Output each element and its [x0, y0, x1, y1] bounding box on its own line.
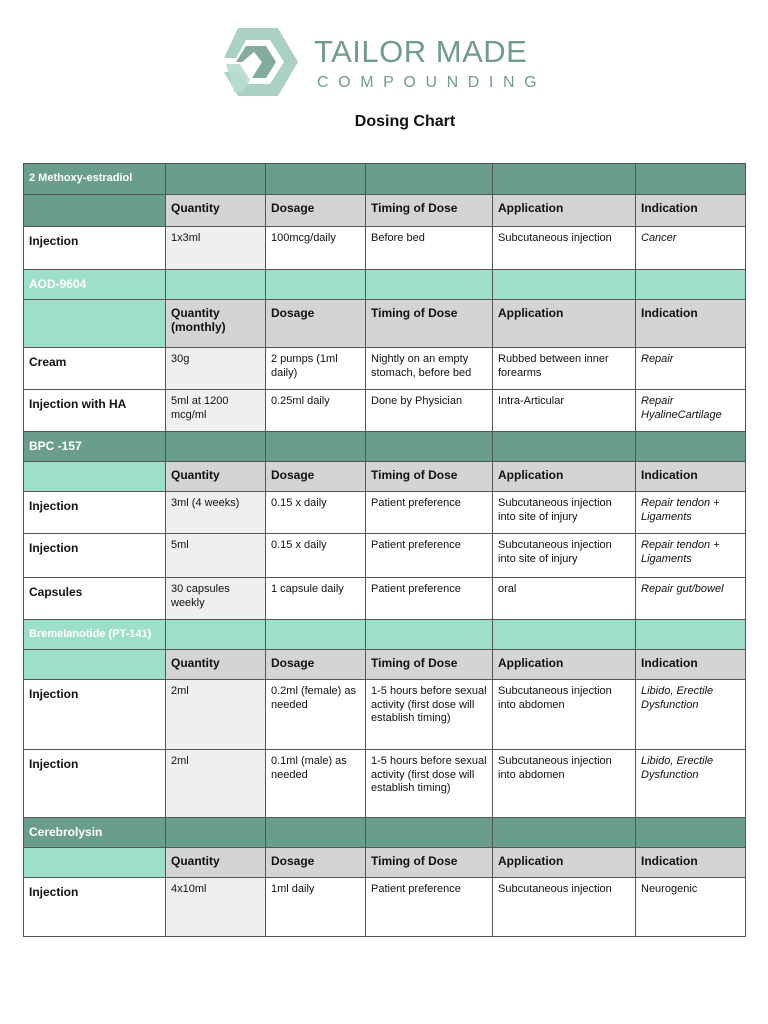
row-indication: Repair — [636, 348, 746, 390]
row-quantity: 2ml — [166, 750, 266, 818]
section-row — [24, 620, 746, 650]
row-timing: Nightly on an empty stomach, before bed — [366, 348, 493, 390]
row-quantity: 30 capsules weekly — [166, 578, 266, 620]
header-row — [24, 848, 746, 878]
table-row — [24, 227, 746, 270]
header-timing: Timing of Dose — [366, 462, 493, 492]
row-form: Injection — [24, 680, 166, 750]
row-application: Subcutaneous injection into site of injury — [493, 492, 636, 534]
row-dosage: 100mcg/daily — [266, 227, 366, 270]
section-row — [24, 164, 746, 195]
header-dosage: Dosage — [266, 848, 366, 878]
header-application: Application — [493, 848, 636, 878]
section-title: 2 Methoxy-estradiol — [24, 164, 166, 195]
row-application: Subcutaneous injection — [493, 878, 636, 937]
row-timing: Patient preference — [366, 878, 493, 937]
row-indication: Libido, Erectile Dysfunction — [636, 680, 746, 750]
header-timing: Timing of Dose — [366, 650, 493, 680]
header-quantity: Quantity — [166, 462, 266, 492]
header-timing: Timing of Dose — [366, 848, 493, 878]
row-indication: Repair tendon + Ligaments — [636, 534, 746, 578]
header-timing: Timing of Dose — [366, 195, 493, 227]
header-dosage: Dosage — [266, 462, 366, 492]
section-title: BPC -157 — [24, 432, 166, 462]
row-quantity: 1x3ml — [166, 227, 266, 270]
header-indication: Indication — [636, 848, 746, 878]
header-row — [24, 300, 746, 348]
header-quantity: Quantity — [166, 650, 266, 680]
section-title: Cerebrolysin — [24, 818, 166, 848]
header-indication: Indication — [636, 462, 746, 492]
header-timing: Timing of Dose — [366, 300, 493, 348]
brand-subtitle: COMPOUNDING — [317, 74, 547, 91]
row-dosage: 2 pumps (1ml daily) — [266, 348, 366, 390]
row-timing: Patient preference — [366, 534, 493, 578]
table-row — [24, 348, 746, 390]
row-quantity: 5ml — [166, 534, 266, 578]
header-indication: Indication — [636, 300, 746, 348]
section-row — [24, 818, 746, 848]
header-row — [24, 650, 746, 680]
row-indication: Repair HyalineCartilage — [636, 390, 746, 432]
row-dosage: 0.25ml daily — [266, 390, 366, 432]
section-title: Bremelanotide (PT-141) — [24, 620, 166, 650]
header-quantity: Quantity — [166, 195, 266, 227]
row-quantity: 3ml (4 weeks) — [166, 492, 266, 534]
row-form: Injection — [24, 750, 166, 818]
logo-mark-icon — [222, 26, 300, 98]
row-timing: Before bed — [366, 227, 493, 270]
row-application: Subcutaneous injection into abdomen — [493, 680, 636, 750]
row-form: Injection — [24, 492, 166, 534]
table-row — [24, 578, 746, 620]
row-indication: Neurogenic — [636, 878, 746, 937]
document-title: Dosing Chart — [354, 113, 456, 130]
row-indication: Cancer — [636, 227, 746, 270]
row-dosage: 0.15 x daily — [266, 534, 366, 578]
row-form: Injection with HA — [24, 390, 166, 432]
header-indication: Indication — [636, 650, 746, 680]
row-timing: Done by Physician — [366, 390, 493, 432]
table-row — [24, 534, 746, 578]
header-application: Application — [493, 650, 636, 680]
row-dosage: 1 capsule daily — [266, 578, 366, 620]
row-dosage: 0.2ml (female) as needed — [266, 680, 366, 750]
row-timing: Patient preference — [366, 578, 493, 620]
row-timing: 1-5 hours before sexual activity (first dose will establish timing) — [366, 680, 493, 750]
row-application: Rubbed between inner forearms — [493, 348, 636, 390]
row-form: Injection — [24, 227, 166, 270]
section-row — [24, 432, 746, 462]
section-title: AOD-9604 — [24, 270, 166, 300]
table-row — [24, 750, 746, 818]
header-row — [24, 462, 746, 492]
header-dosage: Dosage — [266, 195, 366, 227]
header-quantity: Quantity — [166, 848, 266, 878]
header-row — [24, 195, 746, 227]
row-dosage: 0.1ml (male) as needed — [266, 750, 366, 818]
row-application: Subcutaneous injection into abdomen — [493, 750, 636, 818]
header-application: Application — [493, 300, 636, 348]
row-timing: 1-5 hours before sexual activity (first dose will establish timing) — [366, 750, 493, 818]
row-form: Injection — [24, 534, 166, 578]
brand-logo — [222, 26, 552, 100]
row-timing: Patient preference — [366, 492, 493, 534]
header-application: Application — [493, 195, 636, 227]
row-application: Intra-Articular — [493, 390, 636, 432]
row-application: Subcutaneous injection into site of injury — [493, 534, 636, 578]
table-row — [24, 492, 746, 534]
header-quantity: Quantity (monthly) — [166, 300, 266, 348]
row-quantity: 4x10ml — [166, 878, 266, 937]
row-quantity: 5ml at 1200 mcg/ml — [166, 390, 266, 432]
row-form: Injection — [24, 878, 166, 937]
header-application: Application — [493, 462, 636, 492]
table-row — [24, 390, 746, 432]
header-dosage: Dosage — [266, 300, 366, 348]
header-indication: Indication — [636, 195, 746, 227]
row-dosage: 1ml daily — [266, 878, 366, 937]
row-application: Subcutaneous injection — [493, 227, 636, 270]
row-quantity: 30g — [166, 348, 266, 390]
table-row — [24, 878, 746, 937]
table-row — [24, 680, 746, 750]
brand-name: TAILOR MADE — [314, 34, 528, 69]
row-indication: Repair tendon + Ligaments — [636, 492, 746, 534]
row-indication: Repair gut/bowel — [636, 578, 746, 620]
row-indication: Libido, Erectile Dysfunction — [636, 750, 746, 818]
row-form: Cream — [24, 348, 166, 390]
row-form: Capsules — [24, 578, 166, 620]
header-dosage: Dosage — [266, 650, 366, 680]
section-row — [24, 270, 746, 300]
row-application: oral — [493, 578, 636, 620]
dosing-chart-table — [23, 163, 746, 937]
row-dosage: 0.15 x daily — [266, 492, 366, 534]
row-quantity: 2ml — [166, 680, 266, 750]
